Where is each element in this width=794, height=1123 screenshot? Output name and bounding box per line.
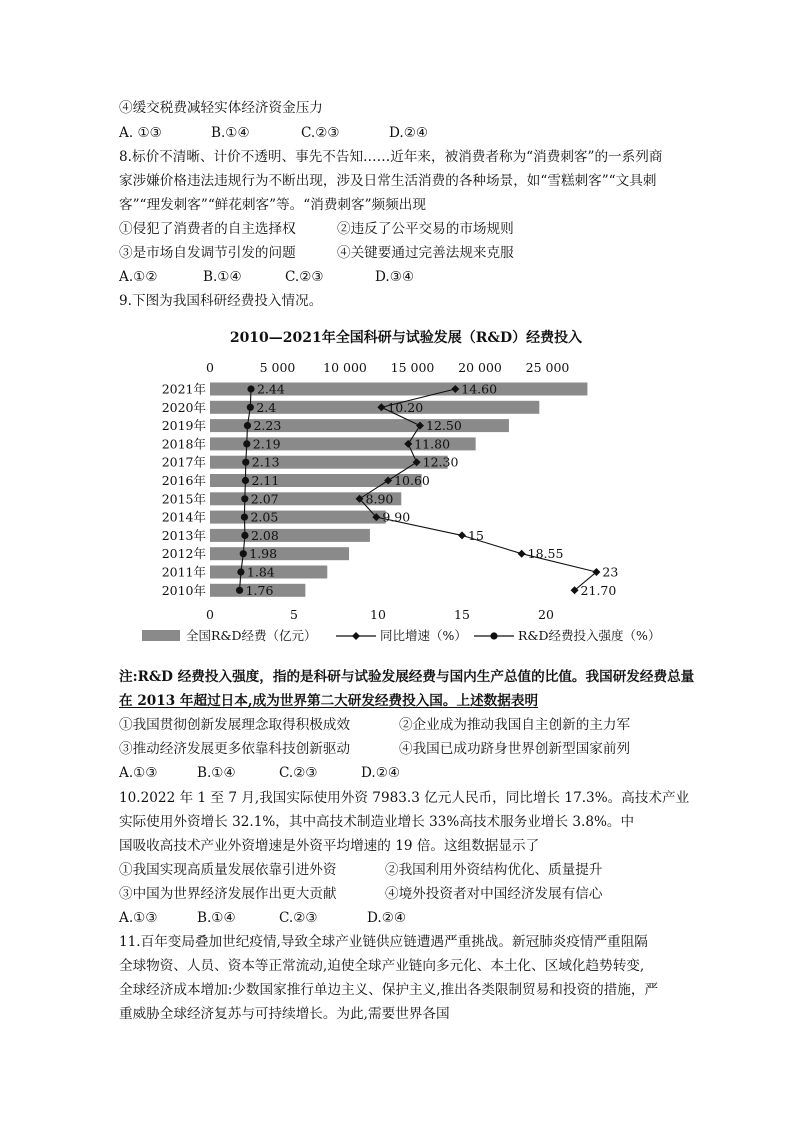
bottom-axis-tick-label: 20 [538, 607, 554, 622]
intensity-marker [241, 514, 248, 521]
q9-note-line: 注:R&D 经费投入强度，指的是科研与试验发展经费与国内生产总值的比值。我国研发经费总量 [119, 669, 695, 685]
answer-b: B.①④ [197, 910, 236, 926]
top-axis-tick-label: 20 000 [458, 360, 502, 375]
bottom-axis-tick-label: 5 [290, 607, 298, 622]
bottom-axis-tick-label: 15 [454, 607, 470, 622]
intensity-marker [241, 532, 248, 539]
answer-d: D.②④ [361, 765, 401, 781]
chart-legend [142, 628, 660, 643]
rd-funding-chart [140, 322, 672, 656]
intensity-data-label: 2.44 [256, 381, 285, 397]
q8-option-1: ①侵犯了消费者的自主选择权 [119, 221, 296, 237]
growth-rate-data-label: 12.50 [426, 418, 462, 434]
top-axis-tick-label: 0 [206, 360, 214, 375]
growth-rate-data-label: 8.90 [365, 491, 394, 507]
legend-growth-label: 同比增速（%） [380, 628, 467, 643]
category-label: 2018年 [161, 436, 206, 452]
q11-stem-line: 重威胁全球经济复苏与可持续增长。为此,需要世界各国 [119, 1006, 450, 1022]
growth-rate-data-label: 12.30 [422, 454, 459, 470]
growth-rate-data-label: 18.55 [527, 546, 564, 562]
growth-rate-data-label: 23 [602, 564, 619, 580]
category-label: 2011年 [161, 564, 206, 580]
q8-option-3: ③是市场自发调节引发的问题 [119, 245, 296, 261]
answer-a: A.①③ [119, 910, 158, 926]
growth-rate-data-label: 9.90 [382, 509, 411, 525]
answer-a: A.①③ [119, 765, 158, 781]
q9-option-2: ②企业成为推动我国自主创新的主力军 [399, 717, 631, 733]
answer-c: C.②③ [301, 125, 340, 141]
bottom-axis [206, 607, 554, 622]
q10-stem-line: 实际使用外资增长 32.1%，其中高技术制造业增长 33%高技术服务业增长 3.8%。中 [119, 814, 635, 830]
chart-title: 2010—2021年全国科研与试验发展（R&D）经费投入 [229, 330, 583, 346]
growth-rate-marker [518, 550, 526, 558]
intensity-data-label: 1.84 [246, 564, 275, 580]
intensity-data-label: 2.19 [252, 436, 281, 452]
category-label: 2017年 [161, 454, 206, 470]
intensity-marker [247, 385, 254, 392]
intensity-marker [236, 587, 243, 594]
q11-stem-line: 全球物资、人员、资本等正常流动,迫使全球产业链向多元化、本土化、区域化趋势转变, [119, 958, 645, 974]
q8-stem-line: 家涉嫌价格违法违规行为不断出现，涉及日常生活消费的各种场景，如“雪糕刺客”“文具刺 [119, 173, 657, 189]
q8-stem-line: 8.标价不清晰、计价不透明、事先不告知……近年来，被消费者称为“消费刺客”的一系列商 [119, 149, 663, 165]
q9-stem: 9.下图为我国科研经费投入情况。 [119, 293, 323, 309]
bottom-axis-tick-label: 10 [370, 607, 386, 622]
q8-option-2: ②违反了公平交易的市场规则 [337, 221, 514, 237]
q9-note-line: 在 2013 年超过日本,成为世界第二大研发经费投入国。上述数据表明 [119, 693, 539, 709]
intensity-marker [243, 440, 250, 447]
answer-d: D.③④ [375, 269, 415, 285]
top-axis-tick-label: 5 000 [259, 360, 296, 375]
category-label: 2015年 [161, 491, 206, 507]
category-label: 2021年 [161, 381, 206, 397]
legend-bar-swatch [142, 630, 180, 641]
growth-rate-data-label: 10.60 [394, 473, 430, 488]
intensity-data-label: 1.98 [249, 546, 278, 562]
intensity-data-label: 2.07 [250, 491, 279, 507]
top-axis-tick-label: 25 000 [525, 360, 570, 375]
intensity-data-label: 2.05 [250, 509, 279, 525]
q9-option-1: ①我国贯彻创新发展理念取得积极成效 [119, 717, 351, 733]
growth-rate-data-label: 14.60 [461, 381, 498, 397]
category-label: 2014年 [161, 509, 206, 525]
intensity-data-label: 2.08 [250, 527, 279, 543]
growth-rate-data-label: 11.80 [414, 436, 451, 452]
rd-funding-bar [210, 511, 386, 524]
intensity-marker [241, 495, 248, 502]
q8-stem-line: 客”“理发刺客”“鲜花刺客”等。“消费刺客”频频出现 [119, 197, 426, 213]
category-label: 2019年 [161, 418, 206, 434]
rd-funding-bar [210, 547, 349, 560]
intensity-data-label: 2.11 [251, 473, 280, 488]
q10-option-1: ①我国实现高质量发展依靠引进外资 [119, 862, 337, 878]
legend-growth-marker [352, 632, 360, 640]
bottom-axis-tick-label: 0 [206, 607, 214, 622]
top-axis-tick-label: 10 000 [323, 360, 367, 375]
category-label: 2020年 [161, 399, 206, 415]
q10-option-4: ④境外投资者对中国经济发展有信心 [385, 886, 603, 902]
q10-option-3: ③中国为世界经济发展作出更大贡献 [119, 886, 337, 902]
q11-stem-line: 全球经济成本增加:少数国家推行单边主义、保护主义,推出各类限制贸易和投资的措施，严 [119, 982, 659, 998]
answer-c: C.②③ [279, 910, 318, 926]
intensity-marker [240, 550, 247, 557]
intensity-data-label: 1.76 [245, 582, 274, 598]
answer-b: B.①④ [203, 269, 242, 285]
legend-intensity-marker [490, 632, 497, 639]
growth-rate-data-label: 15 [468, 527, 484, 543]
intensity-marker [242, 477, 249, 484]
intensity-marker [237, 568, 244, 575]
growth-rate-data-label: 10.20 [387, 399, 424, 415]
intensity-series [236, 382, 285, 598]
answer-b: B.①④ [211, 125, 250, 141]
q7-last-option: ④缓交税费减轻实体经济资金压力 [119, 100, 323, 116]
answer-c: C.②③ [285, 269, 324, 285]
intensity-data-label: 2.13 [251, 454, 280, 470]
intensity-marker [244, 422, 251, 429]
growth-rate-marker [458, 531, 466, 539]
top-axis [206, 360, 569, 375]
answer-a: A. ①③ [119, 125, 162, 141]
intensity-data-label: 2.23 [253, 418, 282, 434]
category-labels [162, 382, 206, 598]
growth-rate-series [356, 382, 619, 598]
q10-stem-line: 10.2022 年 1 至 7 月,我国实际使用外资 7983.3 亿元人民币，同比增长 17.3%。高技术产业 [119, 790, 690, 806]
legend-bar-label: 全国R&D经费（亿元） [186, 628, 317, 643]
intensity-marker [247, 404, 254, 411]
answer-d: D.②④ [367, 910, 407, 926]
intensity-data-label: 2.4 [256, 399, 277, 415]
q8-option-4: ④关键要通过完善法规来克服 [337, 245, 514, 261]
legend-intensity-label: R&D经费投入强度（%） [518, 628, 661, 643]
growth-rate-data-label: 21.70 [580, 582, 617, 598]
q10-option-2: ②我国利用外资结构优化、质量提升 [385, 862, 603, 878]
answer-b: B.①④ [197, 765, 236, 781]
answer-a: A.①② [119, 269, 158, 285]
q9-option-3: ③推动经济发展更多依靠科技创新驱动 [119, 741, 351, 757]
rd-funding-bar [210, 529, 370, 542]
category-label: 2016年 [161, 473, 206, 488]
top-axis-tick-label: 15 000 [390, 360, 435, 375]
category-label: 2013年 [161, 527, 206, 543]
q10-stem-line: 国吸收高技术产业外资增速是外资平均增速的 19 倍。这组数据显示了 [119, 838, 540, 854]
q9-option-4: ④我国已成功跻身世界创新型国家前列 [399, 741, 631, 757]
answer-c: C.②③ [279, 765, 318, 781]
category-label: 2010年 [161, 582, 206, 598]
intensity-marker [242, 459, 249, 466]
q11-stem-line: 11.百年变局叠加世纪疫情,导致全球产业链供应链遭遇严重挑战。新冠肺炎疫情严重阻隔 [119, 934, 648, 950]
category-label: 2012年 [161, 546, 206, 562]
answer-d: D.②④ [389, 125, 429, 141]
